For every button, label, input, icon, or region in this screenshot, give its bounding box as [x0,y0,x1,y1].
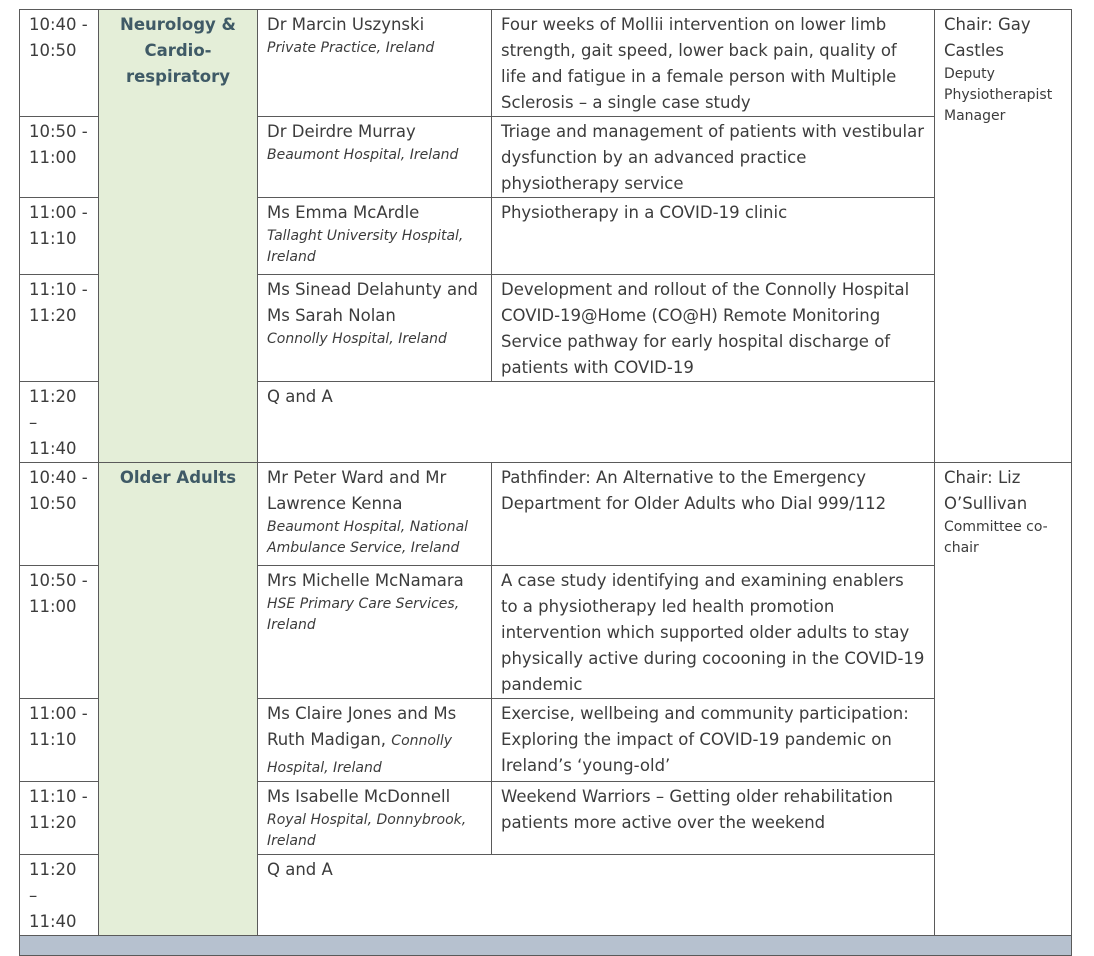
speaker-affiliation: Royal Hospital, Donnybrook, Ireland [267,812,467,849]
speaker-cell [258,566,492,699]
time-slot: 11:20 – 11:40 [20,382,99,463]
talk-title: Weekend Warriors – Getting older rehabilitation patients more active over the weekend [492,782,935,855]
talk-title: A case study identifying and examining enablers to a physiotherapy led health promotion intervention which supported older adults to stay physically active during cocooning in the COVID-19 pandemic [492,566,935,699]
speaker-name: Mr Peter Ward and Mr Lawrence Kenna [267,468,447,513]
talk-title: Physiotherapy in a COVID-19 clinic [492,198,935,275]
chair-name: Chair: Gay Castles [944,15,1031,60]
time-slot: 11:10 - 11:20 [20,782,99,855]
time-slot: 10:40 - 10:50 [20,463,99,566]
chair-cell [935,10,1072,463]
speaker-cell [258,275,492,382]
chair-role: Committee co-chair [944,519,1048,556]
talk-title: Development and rollout of the Connolly Hospital COVID-19@Home (CO@H) Remote Monitoring Service pathway for early hospital discharge of patients with COVID-19 [492,275,935,382]
speaker-affiliation: Beaumont Hospital, National Ambulance Service, Ireland [267,519,469,556]
speaker-name: Ms Sinead Delahunty and Ms Sarah Nolan [267,280,479,325]
speaker-name: Dr Marcin Uszynski [267,15,425,34]
time-slot: 11:20 – 11:40 [20,855,99,936]
talk-title: Pathfinder: An Alternative to the Emergency Department for Older Adults who Dial 999/112 [492,463,935,566]
speaker-affiliation: Private Practice, Ireland [267,40,435,56]
speaker-name: Ms Isabelle McDonnell [267,787,451,806]
speaker-affiliation: Connolly Hospital, Ireland [267,331,447,347]
time-slot: 11:00 - 11:10 [20,198,99,275]
speaker-name: Ms Claire Jones and Ms Ruth Madigan, [267,704,457,749]
table-row [20,10,1072,117]
chair-role: Deputy Physiotherapist Manager [944,66,1053,124]
qa-label: Q and A [258,855,935,936]
time-slot: 10:40 - 10:50 [20,10,99,117]
section-label: Older Adults [99,463,258,936]
time-slot: 11:10 - 11:20 [20,275,99,382]
table-row [20,463,1072,566]
talk-title: Exercise, wellbeing and community participation: Exploring the impact of COVID-19 pandemic on Ireland’s ‘young-old’ [492,699,935,782]
speaker-affiliation: Beaumont Hospital, Ireland [267,147,459,163]
footer-cell [20,936,1072,956]
speaker-cell [258,782,492,855]
speaker-name: Ms Emma McArdle [267,203,420,222]
chair-name: Chair: Liz O’Sullivan [944,468,1028,513]
time-slot: 10:50 - 11:00 [20,117,99,198]
speaker-name: Dr Deirdre Murray [267,122,416,141]
chair-cell [935,463,1072,936]
speaker-affiliation: HSE Primary Care Services, Ireland [267,596,460,633]
time-slot: 10:50 - 11:00 [20,566,99,699]
time-slot: 11:00 - 11:10 [20,699,99,782]
speaker-cell [258,463,492,566]
speaker-cell [258,198,492,275]
section-label: Neurology & Cardio-respiratory [99,10,258,463]
programme-table [19,9,1072,956]
speaker-affiliation: Connolly Hospital, Ireland [267,733,453,776]
speaker-cell [258,699,492,782]
talk-title: Triage and management of patients with vestibular dysfunction by an advanced practice physiotherapy service [492,117,935,198]
table-footer-band [20,936,1072,956]
speaker-name: Mrs Michelle McNamara [267,571,464,590]
speaker-cell [258,10,492,117]
speaker-cell [258,117,492,198]
qa-label: Q and A [258,382,935,463]
speaker-affiliation: Tallaght University Hospital, Ireland [267,228,464,265]
talk-title: Four weeks of Mollii intervention on lower limb strength, gait speed, lower back pain, quality of life and fatigue in a female person with Multiple Sclerosis – a single case study [492,10,935,117]
